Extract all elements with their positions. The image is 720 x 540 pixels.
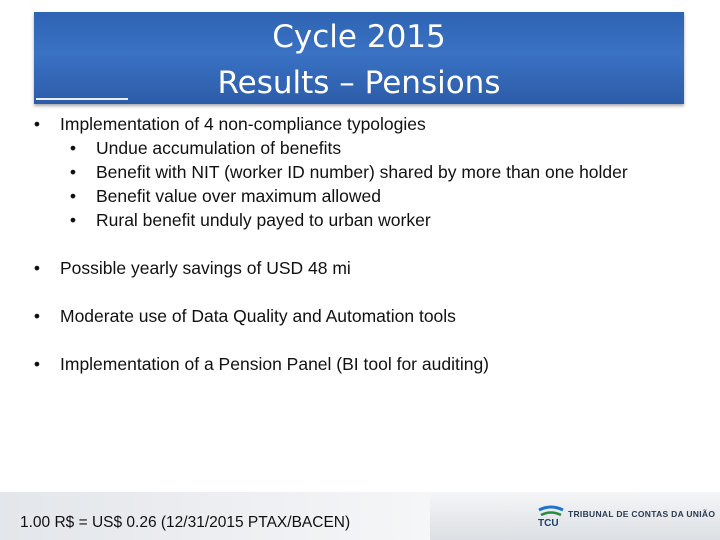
sub-bullet-text: Benefit with NIT (worker ID number) shared by more than one holder (96, 162, 628, 182)
slide-title-line-2: Results – Pensions (217, 65, 501, 101)
svg-text:TCU: TCU (538, 518, 559, 528)
bullet-icon: • (69, 138, 77, 158)
bullet-text: Implementation of a Pension Panel (BI tool for auditing) (60, 354, 489, 374)
tcu-logo (536, 500, 716, 530)
slide-body (30, 112, 682, 376)
sub-bullet-text: Rural benefit unduly payed to urban worker (96, 210, 431, 230)
bullet-icon: • (69, 210, 77, 230)
bullet-icon: • (69, 162, 77, 182)
sub-bullet-text: Benefit value over maximum allowed (96, 186, 381, 206)
sub-bullet-item (30, 136, 682, 160)
bullet-icon: • (33, 114, 41, 134)
slide-title-line-1: Cycle 2015 (272, 19, 446, 55)
spacer (30, 232, 682, 256)
bullet-text: Implementation of 4 non-compliance typologies (60, 114, 426, 134)
bullet-icon: • (33, 258, 41, 278)
bullet-icon: • (33, 306, 41, 326)
bullet-text: Moderate use of Data Quality and Automation tools (60, 306, 456, 326)
exchange-rate-note: 1.00 R$ = US$ 0.26 (12/31/2015 PTAX/BACEN) (20, 514, 351, 531)
bullet-item (30, 256, 682, 280)
bullet-text: Possible yearly savings of USD 48 mi (60, 258, 351, 278)
sub-bullet-text: Undue accumulation of benefits (96, 138, 342, 158)
sub-bullet-item (30, 160, 682, 184)
bullet-item (30, 304, 682, 328)
slide-title (34, 14, 684, 106)
tcu-logo-text: TRIBUNAL DE CONTAS DA UNIÃO (568, 509, 716, 519)
bullet-item (30, 352, 682, 376)
tcu-logo-icon (536, 502, 566, 528)
spacer (30, 280, 682, 304)
bullet-icon: • (69, 186, 77, 206)
sub-bullet-item (30, 208, 682, 232)
sub-bullet-item (30, 184, 682, 208)
spacer (30, 328, 682, 352)
bullet-item (30, 112, 682, 136)
bullet-icon: • (33, 354, 41, 374)
